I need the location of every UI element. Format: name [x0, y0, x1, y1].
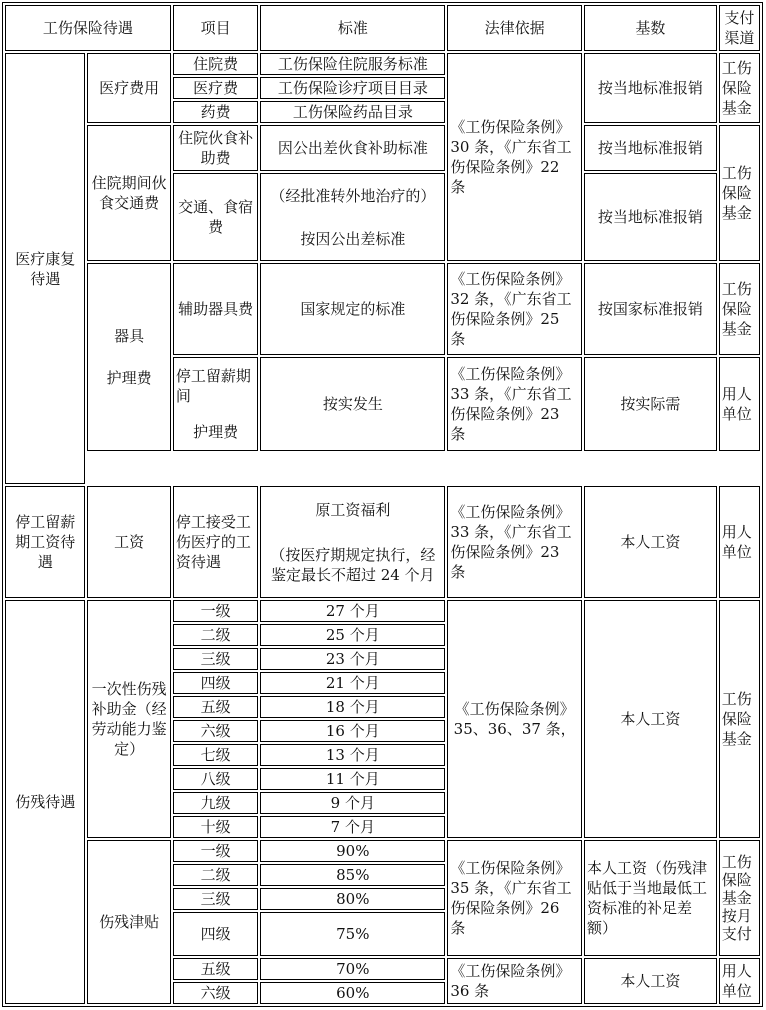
allowance-legal-basis-a: 《工伤保险条例》35 条，《广东省工伤保险条例》26 条 — [447, 840, 582, 956]
medical-costs-payment: 工伤保险基金 — [719, 53, 760, 123]
disability-category: 伤残待遇 — [5, 600, 85, 1004]
travel-base: 按当地标准报销 — [584, 173, 717, 261]
grade-cell: 六级 — [173, 982, 258, 1004]
care-standard: 按实发生 — [260, 357, 445, 451]
grade-cell: 七级 — [173, 744, 258, 766]
grade-cell: 六级 — [173, 720, 258, 742]
table-row — [5, 840, 760, 862]
grade-cell: 五级 — [173, 696, 258, 718]
grade-cell: 四级 — [173, 672, 258, 694]
header-payment-channel: 支付渠道 — [719, 5, 760, 51]
stoppage-category: 停工留薪期工资待遇 — [5, 486, 85, 598]
equipment-label-line1: 器具 — [114, 327, 145, 345]
grade-cell: 三级 — [173, 888, 258, 910]
allowance-base-a: 本人工资（伤残津贴低于当地最低工资标准的补足差额） — [584, 840, 717, 956]
value-cell: 7 个月 — [260, 816, 445, 838]
equipment-label-line2: 护理费 — [106, 369, 152, 387]
allowance-label: 伤残津贴 — [87, 840, 170, 1004]
meal-item: 住院伙食补助费 — [173, 125, 258, 171]
care-item — [173, 357, 258, 451]
value-cell: 70% — [260, 958, 445, 980]
table-row — [5, 486, 760, 598]
device-payment: 工伤保险基金 — [719, 263, 760, 355]
value-cell: 13 个月 — [260, 744, 445, 766]
medical-standard: 工伤保险诊疗项目目录 — [260, 77, 445, 99]
value-cell: 27 个月 — [260, 600, 445, 622]
table-row — [5, 125, 760, 171]
travel-standard-line2: 按因公出差标准 — [300, 229, 406, 248]
table-row — [5, 453, 760, 484]
grade-cell: 一级 — [173, 840, 258, 862]
lump-sum-base: 本人工资 — [584, 600, 717, 838]
allowance-payment-b: 用人单位 — [719, 958, 760, 1004]
stoppage-standard-line2: （按医疗期规定执行，经鉴定最长不超过 24 个月 — [270, 545, 436, 584]
grade-cell: 二级 — [173, 864, 258, 886]
medical-category: 医疗康复待遇 — [5, 53, 85, 484]
stoppage-item: 停工接受工伤医疗的工资待遇 — [173, 486, 258, 598]
travel-item: 交通、食宿费 — [173, 173, 258, 261]
lump-sum-payment: 工伤保险基金 — [719, 600, 760, 838]
medical-standard: 工伤保险药品目录 — [260, 101, 445, 123]
table-row — [5, 263, 760, 355]
device-legal-basis: 《工伤保险条例》32 条，《广东省工伤保险条例》25 条 — [447, 263, 582, 355]
grade-cell: 三级 — [173, 648, 258, 670]
value-cell: 11 个月 — [260, 768, 445, 790]
device-item: 辅助器具费 — [173, 263, 258, 355]
device-base: 按国家标准报销 — [584, 263, 717, 355]
stoppage-legal-basis: 《工伤保险条例》33 条，《广东省工伤保险条例》23 条 — [447, 486, 582, 598]
stoppage-label: 工资 — [87, 486, 170, 598]
medical-legal-basis: 《工伤保险条例》30 条，《广东省工伤保险条例》22 条 — [447, 53, 582, 261]
grade-cell: 十级 — [173, 816, 258, 838]
grade-cell: 五级 — [173, 958, 258, 980]
medical-item: 住院费 — [173, 53, 258, 75]
header-row — [5, 5, 760, 51]
header-standard: 标准 — [260, 5, 445, 51]
value-cell: 25 个月 — [260, 624, 445, 646]
grade-cell: 九级 — [173, 792, 258, 814]
care-item-line1: 停工留薪期间 — [175, 367, 251, 405]
grade-cell: 八级 — [173, 768, 258, 790]
value-cell: 80% — [260, 888, 445, 910]
medical-standard: 工伤保险住院服务标准 — [260, 53, 445, 75]
care-legal-basis: 《工伤保险条例》33 条，《广东省工伤保险条例》23 条 — [447, 357, 582, 451]
value-cell: 23 个月 — [260, 648, 445, 670]
value-cell: 85% — [260, 864, 445, 886]
lump-sum-label: 一次性伤残补助金（经劳动能力鉴定） — [87, 600, 170, 838]
table-row — [5, 53, 760, 75]
stoppage-standard — [260, 486, 445, 598]
header-item: 项目 — [173, 5, 258, 51]
medical-costs-base: 按当地标准报销 — [584, 53, 717, 123]
allowance-legal-basis-b: 《工伤保险条例》36 条 — [447, 958, 582, 1004]
value-cell: 90% — [260, 840, 445, 862]
value-cell: 21 个月 — [260, 672, 445, 694]
stoppage-payment: 用人单位 — [719, 486, 760, 598]
meal-standard: 因公出差伙食补助标准 — [260, 125, 445, 171]
stoppage-standard-line1: 原工资福利 — [315, 500, 391, 519]
travel-standard-line1: （经批准转外地治疗的） — [270, 186, 436, 205]
value-cell: 75% — [260, 912, 445, 956]
value-cell: 18 个月 — [260, 696, 445, 718]
header-category: 工伤保险待遇 — [5, 5, 171, 51]
travel-standard — [260, 173, 445, 261]
care-base: 按实际需 — [584, 357, 717, 451]
grade-cell: 四级 — [173, 912, 258, 956]
value-cell: 16 个月 — [260, 720, 445, 742]
allowance-payment-a: 工伤保险基金按月支付 — [719, 840, 760, 956]
header-base: 基数 — [584, 5, 717, 51]
meal-base: 按当地标准报销 — [584, 125, 717, 171]
value-cell: 9 个月 — [260, 792, 445, 814]
care-item-line2: 护理费 — [193, 423, 239, 441]
header-legal-basis: 法律依据 — [447, 5, 582, 51]
table-row — [5, 600, 760, 622]
grade-cell: 二级 — [173, 624, 258, 646]
device-standard: 国家规定的标准 — [260, 263, 445, 355]
grade-cell: 一级 — [173, 600, 258, 622]
injury-benefits-table — [2, 2, 763, 1007]
medical-costs-label: 医疗费用 — [87, 53, 170, 123]
lump-sum-legal-basis: 《工伤保险条例》35、36、37 条， — [447, 600, 582, 838]
stoppage-base: 本人工资 — [584, 486, 717, 598]
meal-travel-label: 住院期间伙食交通费 — [87, 125, 170, 261]
allowance-base-b: 本人工资 — [584, 958, 717, 1004]
equipment-label — [87, 263, 170, 451]
medical-item: 医疗费 — [173, 77, 258, 99]
meal-travel-payment: 工伤保险基金 — [719, 125, 760, 261]
care-payment: 用人单位 — [719, 357, 760, 451]
value-cell: 60% — [260, 982, 445, 1004]
medical-item: 药费 — [173, 101, 258, 123]
